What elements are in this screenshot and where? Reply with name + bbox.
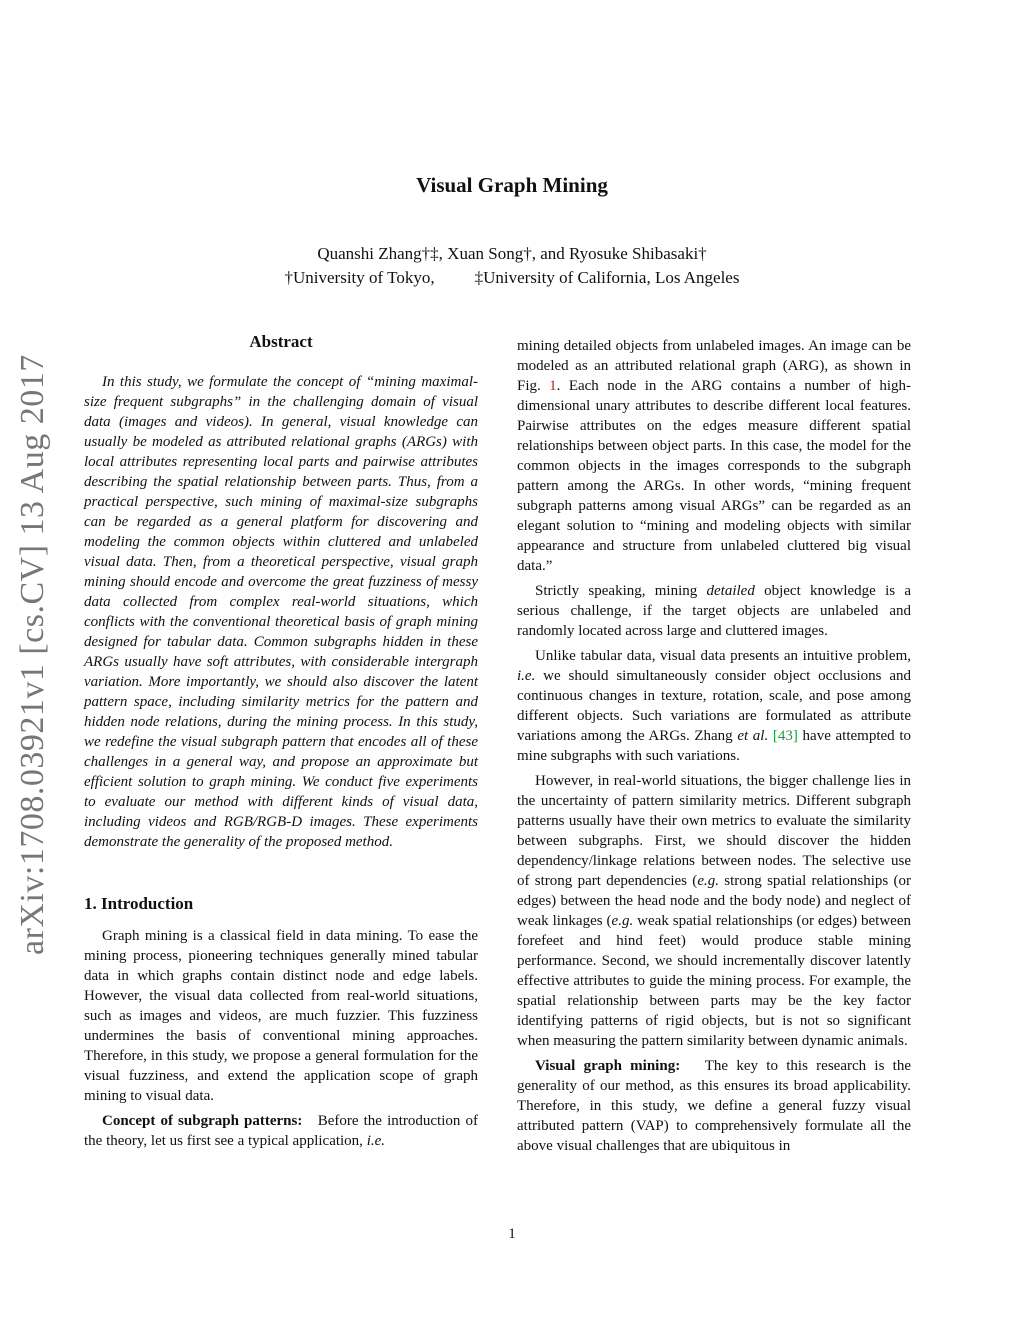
intro-paragraph-1: Graph mining is a classical field in data mining. To ease the mining process, pioneering techniques generally mined tabular data in which graphs contain distinct node and edge labels. However, the visual data collected from real-world situations, such as images and videos, are much fuzzier. This fuzziness undermines the basis of conventional mining approaches. Therefore, in this study, we propose a general formulation for the visual fuzziness, and extend the application scope of graph mining to visual data. xyxy=(84,928,478,1104)
right-p1-text-b: . Each node in the ARG contains a number of high-dimensional unary attributes to describe different local features. Pairwise attributes on the edges measure different spatial relationships between object parts. In this case, the model for the common objects in the images corresponds to the subgraph pattern among the ARGs. In other words, “mining frequent subgraph patterns among visual ARGs” can be regarded as an elegant solution to “mining and modeling objects with similar appearance and structure from unlabeled cluttered big visual data.” xyxy=(517,378,911,574)
author-block xyxy=(0,242,1024,290)
right-column xyxy=(517,336,911,1161)
right-p5-text: The key to this research is the generality of our method, as this ensures its broad applicability. Therefore, in this study, we define a general fuzzy visual attributed pattern (VAP) to comprehensively formulate all the above visual challenges that are ubiquitous in xyxy=(517,1058,912,1154)
run-in-heading-visual-graph-mining: Visual graph mining: xyxy=(535,1058,681,1074)
run-in-heading-subgraph-patterns: Concept of subgraph patterns: xyxy=(102,1113,303,1129)
page-number: 1 xyxy=(508,1226,516,1242)
intro-paragraph-2-text: Before the introduction of the theory, let us first see a typical application, xyxy=(84,1113,478,1149)
right-paragraph-5 xyxy=(517,1056,911,1156)
left-column xyxy=(84,332,478,1156)
right-p3-text-c: have attempted to mine subgraphs with such variations. xyxy=(517,728,911,764)
right-p3-text-b: we should simultaneously consider object occlusions and continuous changes in texture, rotation, scale, and pose among different objects. Such variations are formulated as attribute variations among the ARGs. Zhang xyxy=(517,668,911,744)
right-p4-text-c: weak spatial relationships (or edges) between forefeet and hind feet) would produce stable mining performance. Second, we should incrementally discover latently effective attributes to guide the mining process. For example, the spatial relationship between parts may be the key factor identifying patterns of rigid objects, but is not so significant when measuring the pattern similarity between dynamic animals. xyxy=(517,913,911,1049)
right-p4-eg-1: e.g. xyxy=(697,873,719,889)
right-paragraph-1 xyxy=(517,336,911,576)
intro-ie: i.e. xyxy=(366,1133,386,1149)
right-p3-text-a: Unlike tabular data, visual data presents an intuitive problem, xyxy=(535,648,911,664)
right-paragraph-3 xyxy=(517,646,911,766)
arxiv-identifier: arXiv:1708.03921v1 [cs.CV] 13 Aug 2017 xyxy=(14,354,51,955)
affiliation-tokyo: †University of Tokyo, xyxy=(284,268,435,287)
affiliation-ucla: ‡University of California, Los Angeles xyxy=(474,268,740,287)
right-p4-eg-2: e.g. xyxy=(611,913,634,929)
paper-title: Visual Graph Mining xyxy=(416,173,608,197)
right-p2-text-a: Strictly speaking, mining xyxy=(535,583,698,599)
affiliations xyxy=(0,266,1024,290)
right-p4-text-a: However, in real-world situations, the bigger challenge lies in the uncertainty of pattern similarity metrics. Different subgraph patterns usually have their own metrics to evaluate the similarity between subgraphs. First, we should discover the hidden dependency/linkage relations between nodes. The selective use of strong part dependencies ( xyxy=(517,773,911,889)
right-p2-emph: detailed xyxy=(706,583,755,599)
citation-ref-43[interactable]: [43] xyxy=(772,728,798,744)
right-p4-text-b: strong spatial relationships (or edges) between the head node and the body node) and neglect of weak linkages ( xyxy=(517,873,911,929)
right-p1-text-a: mining detailed objects from unlabeled images. An image can be modeled as an attributed relational graph (ARG), as shown in Fig. xyxy=(517,338,911,394)
figure-ref-1[interactable]: 1 xyxy=(549,378,557,394)
right-paragraph-2 xyxy=(517,581,911,641)
abstract-heading: Abstract xyxy=(249,332,313,351)
abstract-text: In this study, we formulate the concept of “mining maximal-size frequent subgraphs” in the challenging domain of visual data (images and videos). In general, visual knowledge can usually be modeled as attributed relational graphs (ARGs) with local attributes representing local parts and pairwise attributes describing the spatial relationship between parts. Thus, from a practical perspective, such mining of maximal-size subgraphs can be regarded as a general platform for discovering and modeling the common objects within cluttered and unlabeled visual data. Then, from a theoretical perspective, visual graph mining should encode and overcome the great fuzziness of messy data collected from complex real-world situations, which conflicts with the conventional theoretical basis of graph mining designed for tabular data. Common subgraphs hidden in these ARGs usually have soft attributes, with considerable intergraph variation. More importantly, we should also discover the latent pattern space, including similarity metrics for the pattern and hidden node relations, during the mining process. In this study, we redefine the visual subgraph pattern that encodes all of these challenges in a general way, and propose an approximate but efficient solution to graph mining. We conduct five experiments to evaluate our method with different kinds of visual data, including videos and RGB/RGB-D images. These experiments demonstrate the generality of the proposed method. xyxy=(84,374,478,850)
right-p2-text-b: object knowledge is a serious challenge, if the target objects are unlabeled and randomly located across large and cluttered images. xyxy=(517,583,912,639)
right-paragraph-4 xyxy=(517,771,911,1051)
section-heading-introduction: 1. Introduction xyxy=(84,894,194,913)
right-p3-ie: i.e. xyxy=(517,668,536,684)
right-p3-etal: et al. xyxy=(737,728,769,744)
author-names: Quanshi Zhang†‡, Xuan Song†, and Ryosuke Shibasaki† xyxy=(317,244,707,263)
intro-paragraph-2 xyxy=(84,1111,478,1151)
